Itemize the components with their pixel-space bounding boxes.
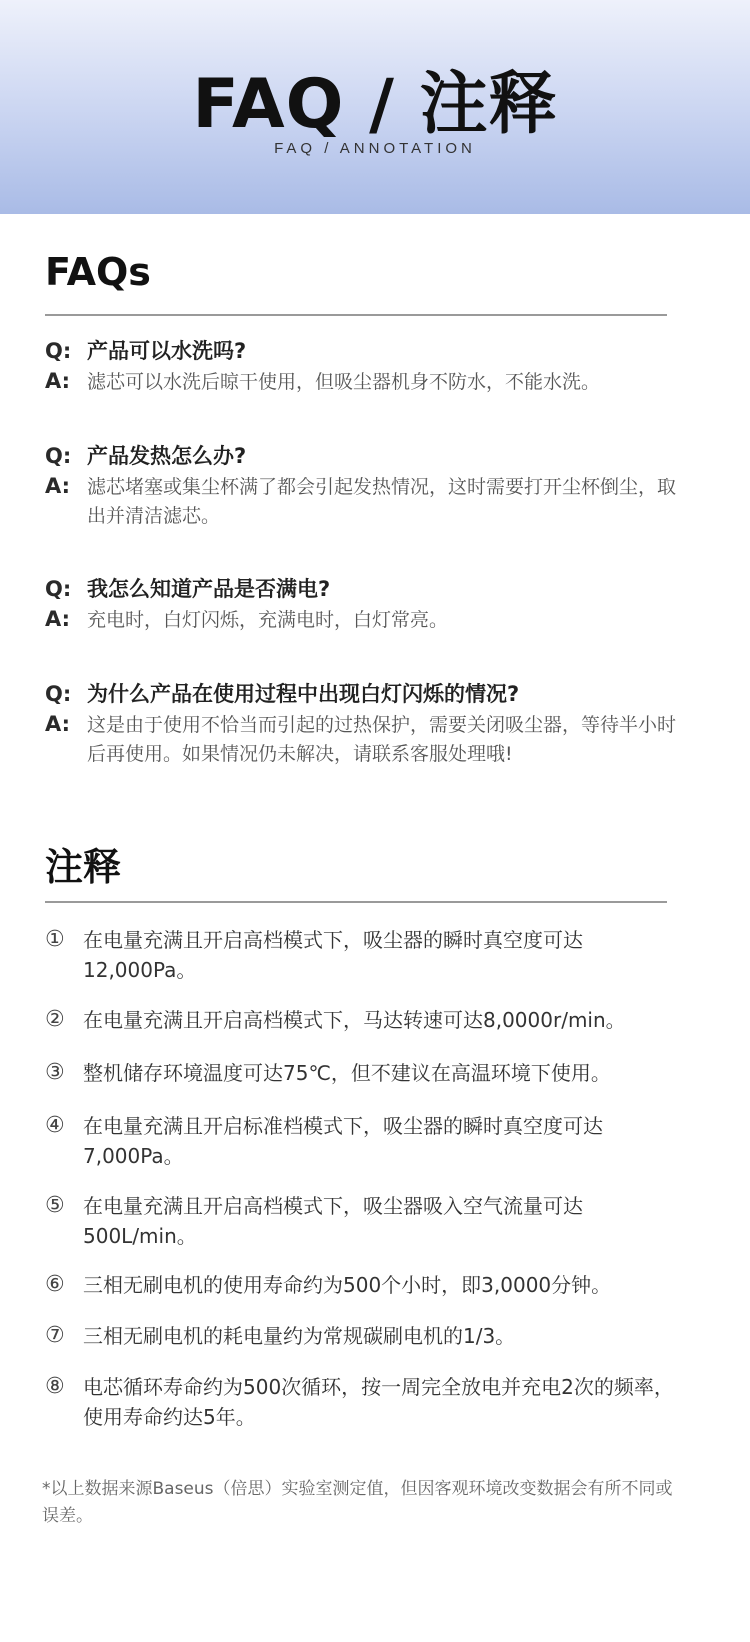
note-number: ⑦ [45,1323,65,1348]
question-tag: Q: [45,444,72,468]
note-text: 三相无刷电机的耗电量约为常规碳刷电机的1/3。 [83,1324,516,1348]
note-text: 整机储存环境温度可达75℃，但不建议在高温环境下使用。 [83,1061,611,1085]
notes-divider [45,901,667,903]
note-item [45,1321,695,1351]
note-text: 在电量充满且开启标准档模式下，吸尘器的瞬时真空度可达7,000Pa。 [83,1114,603,1168]
answer-tag: A: [45,607,71,631]
note-text: 在电量充满且开启高档模式下，吸尘器吸入空气流量可达500L/min。 [83,1194,583,1248]
question-tag: Q: [45,577,72,601]
data-source-footnote: *以上数据来源Baseus（倍思）实验室测定值，但因客观环境改变数据会有所不同或误差。 [42,1479,673,1526]
answer-tag: A: [45,712,71,736]
answer-text: 充电时，白灯闪烁，充满电时，白灯常亮。 [87,609,449,631]
question-text: 为什么产品在使用过程中出现白灯闪烁的情况? [87,682,520,706]
note-text: 在电量充满且开启高档模式下，吸尘器的瞬时真空度可达12,000Pa。 [83,928,583,982]
answer-text: 滤芯可以水洗后晾干使用，但吸尘器机身不防水，不能水洗。 [87,371,601,393]
page-subtitle: FAQ / ANNOTATION [274,140,476,157]
note-item [45,925,695,985]
question-text: 我怎么知道产品是否满电? [87,577,331,601]
note-number: ② [45,1007,65,1032]
note-number: ④ [45,1113,65,1138]
faq-divider [45,314,667,316]
question-text: 产品可以水洗吗? [87,339,247,363]
note-number: ③ [45,1060,65,1085]
note-item [45,1270,695,1300]
faq-item [45,336,685,397]
note-item [45,1005,695,1035]
answer-text: 滤芯堵塞或集尘杯满了都会引起发热情况，这时需要打开尘杯倒尘，取出并清洁滤芯。 [87,476,677,527]
note-number: ⑧ [45,1374,65,1399]
note-text: 在电量充满且开启高档模式下，马达转速可达8,0000r/min。 [83,1008,626,1032]
note-number: ⑥ [45,1272,65,1297]
note-item [45,1058,695,1088]
question-text: 产品发热怎么办? [87,444,247,468]
note-item [45,1191,695,1251]
note-text: 三相无刷电机的使用寿命约为500个小时，即3,0000分钟。 [83,1273,612,1297]
question-tag: Q: [45,339,72,363]
faq-item [45,441,685,531]
answer-tag: A: [45,369,71,393]
note-item [45,1111,695,1171]
page-title: FAQ / 注释 [192,65,558,144]
note-text: 电芯循环寿命约为500次循环，按一周完全放电并充电2次的频率，使用寿命约达5年。 [83,1375,674,1429]
answer-tag: A: [45,474,71,498]
note-number: ⑤ [45,1193,65,1218]
note-number: ① [45,927,65,952]
answer-text: 这是由于使用不恰当而引起的过热保护，需要关闭吸尘器，等待半小时后再使用。如果情况仍未解决，请联系客服处理哦! [87,714,677,765]
faq-section-title: FAQs [45,250,151,294]
question-tag: Q: [45,682,72,706]
faq-item [45,574,685,635]
note-item [45,1372,695,1432]
faq-item [45,679,685,769]
notes-section-title: 注释 [45,845,122,889]
